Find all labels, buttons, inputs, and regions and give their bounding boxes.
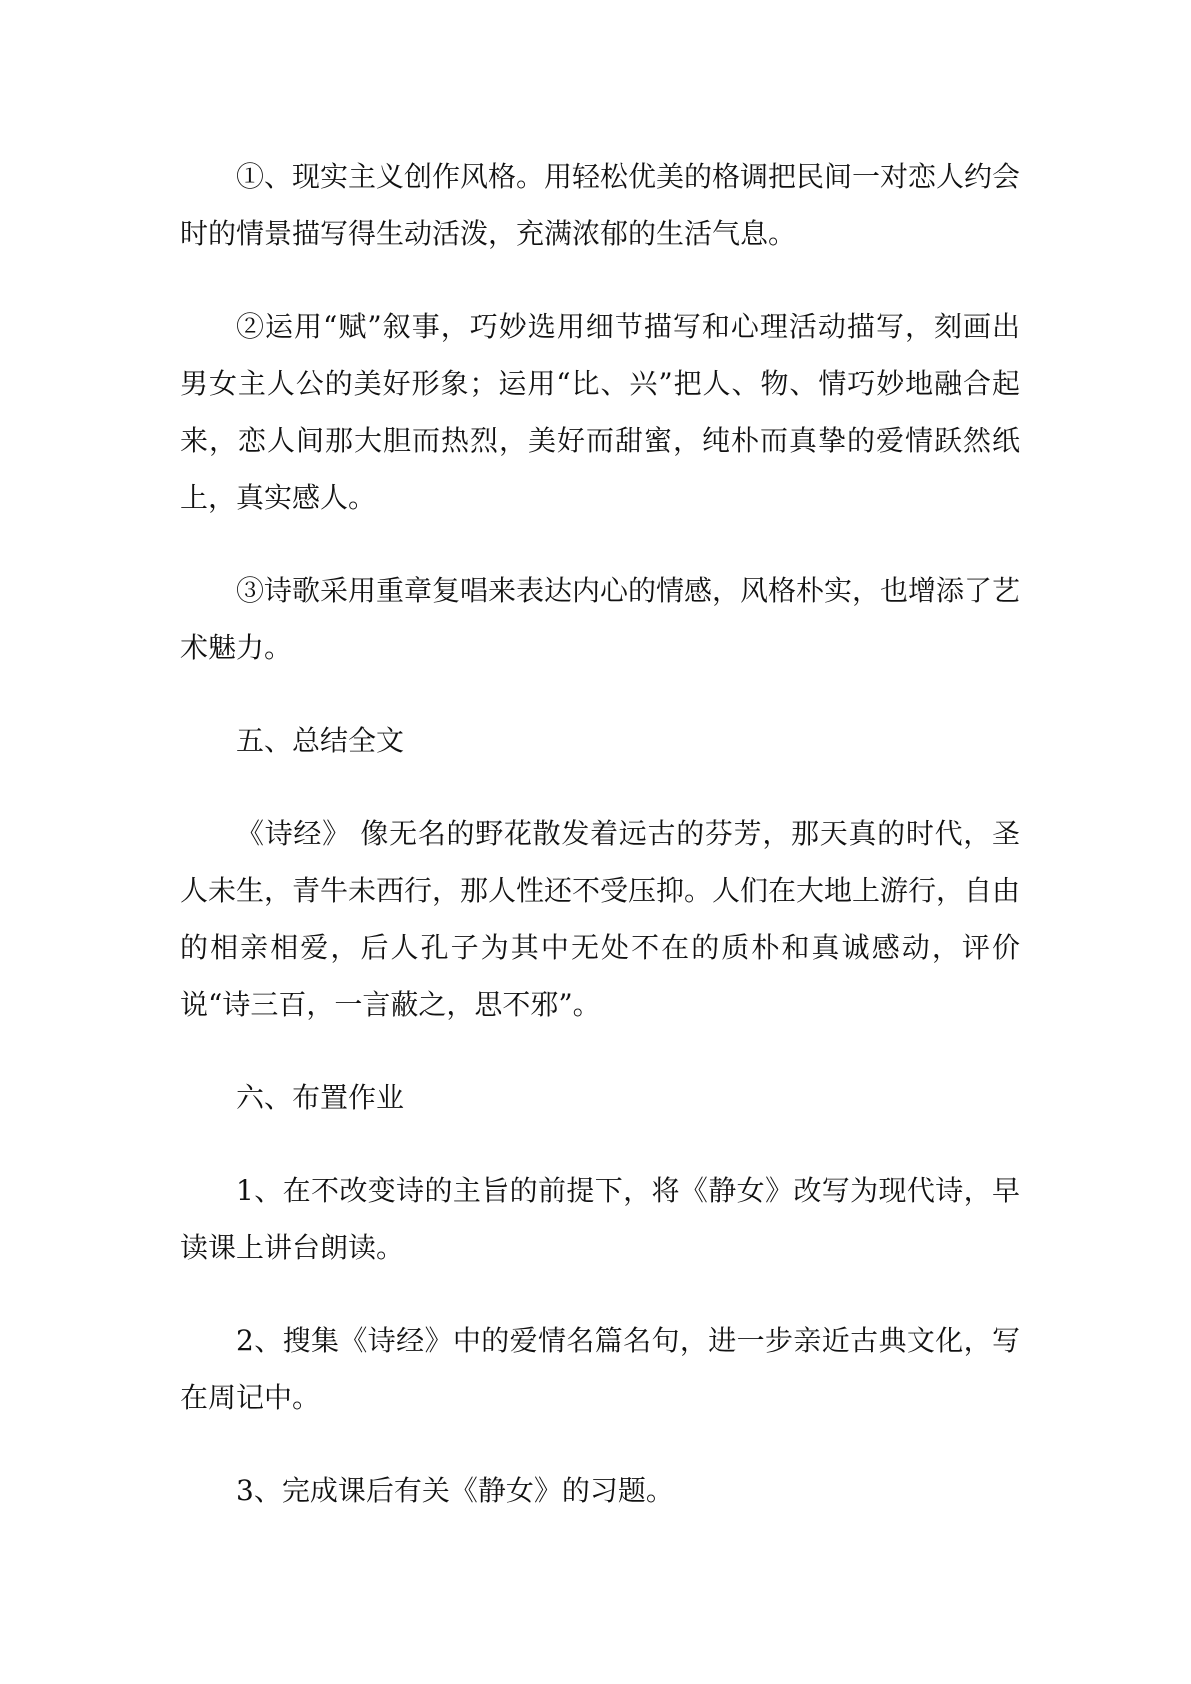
paragraph-feature-3: ③诗歌采用重章复唱来表达内心的情感，风格朴实，也增添了艺术魅力。 (180, 574, 1021, 664)
paragraph-feature-2: ②运用“赋”叙事，巧妙选用细节描写和心理活动描写，刻画出男女主人公的美好形象；运用“比、兴”把人、物、情巧妙地融合起来，恋人间那大胆而热烈，美好而甜蜜，纯朴而真挚的爱情跃然纸上，真实感人。 (180, 310, 1020, 514)
paragraph-feature-1: ①、现实主义创作风格。用轻松优美的格调把民间一对恋人约会时的情景描写得生动活泼，充满浓郁的生活气息。 (180, 160, 1021, 250)
paragraph-homework-3: 3、完成课后有关《静女》的习题。 (236, 1474, 674, 1507)
paragraph-homework-2: 2、搜集《诗经》中的爱情名篇名句，进一步亲近古典文化，写在周记中。 (180, 1324, 1020, 1414)
paragraph-homework-1: 1、在不改变诗的主旨的前提下，将《静女》改写为现代诗，早读课上讲台朗读。 (180, 1174, 1020, 1264)
paragraph-summary: 《诗经》 像无名的野花散发着远古的芬芳，那天真的时代，圣人未生，青牛未西行，那人性还不受压抑。人们在大地上游行，自由的相亲相爱，后人孔子为其中无处不在的质朴和真诚感动，评价说“诗三百，一言蔽之，思不邪”。 (180, 817, 1021, 1021)
section-heading-summary: 五、总结全文 (236, 724, 405, 757)
document-body (180, 148, 1020, 1555)
section-heading-homework: 六、布置作业 (236, 1081, 405, 1114)
